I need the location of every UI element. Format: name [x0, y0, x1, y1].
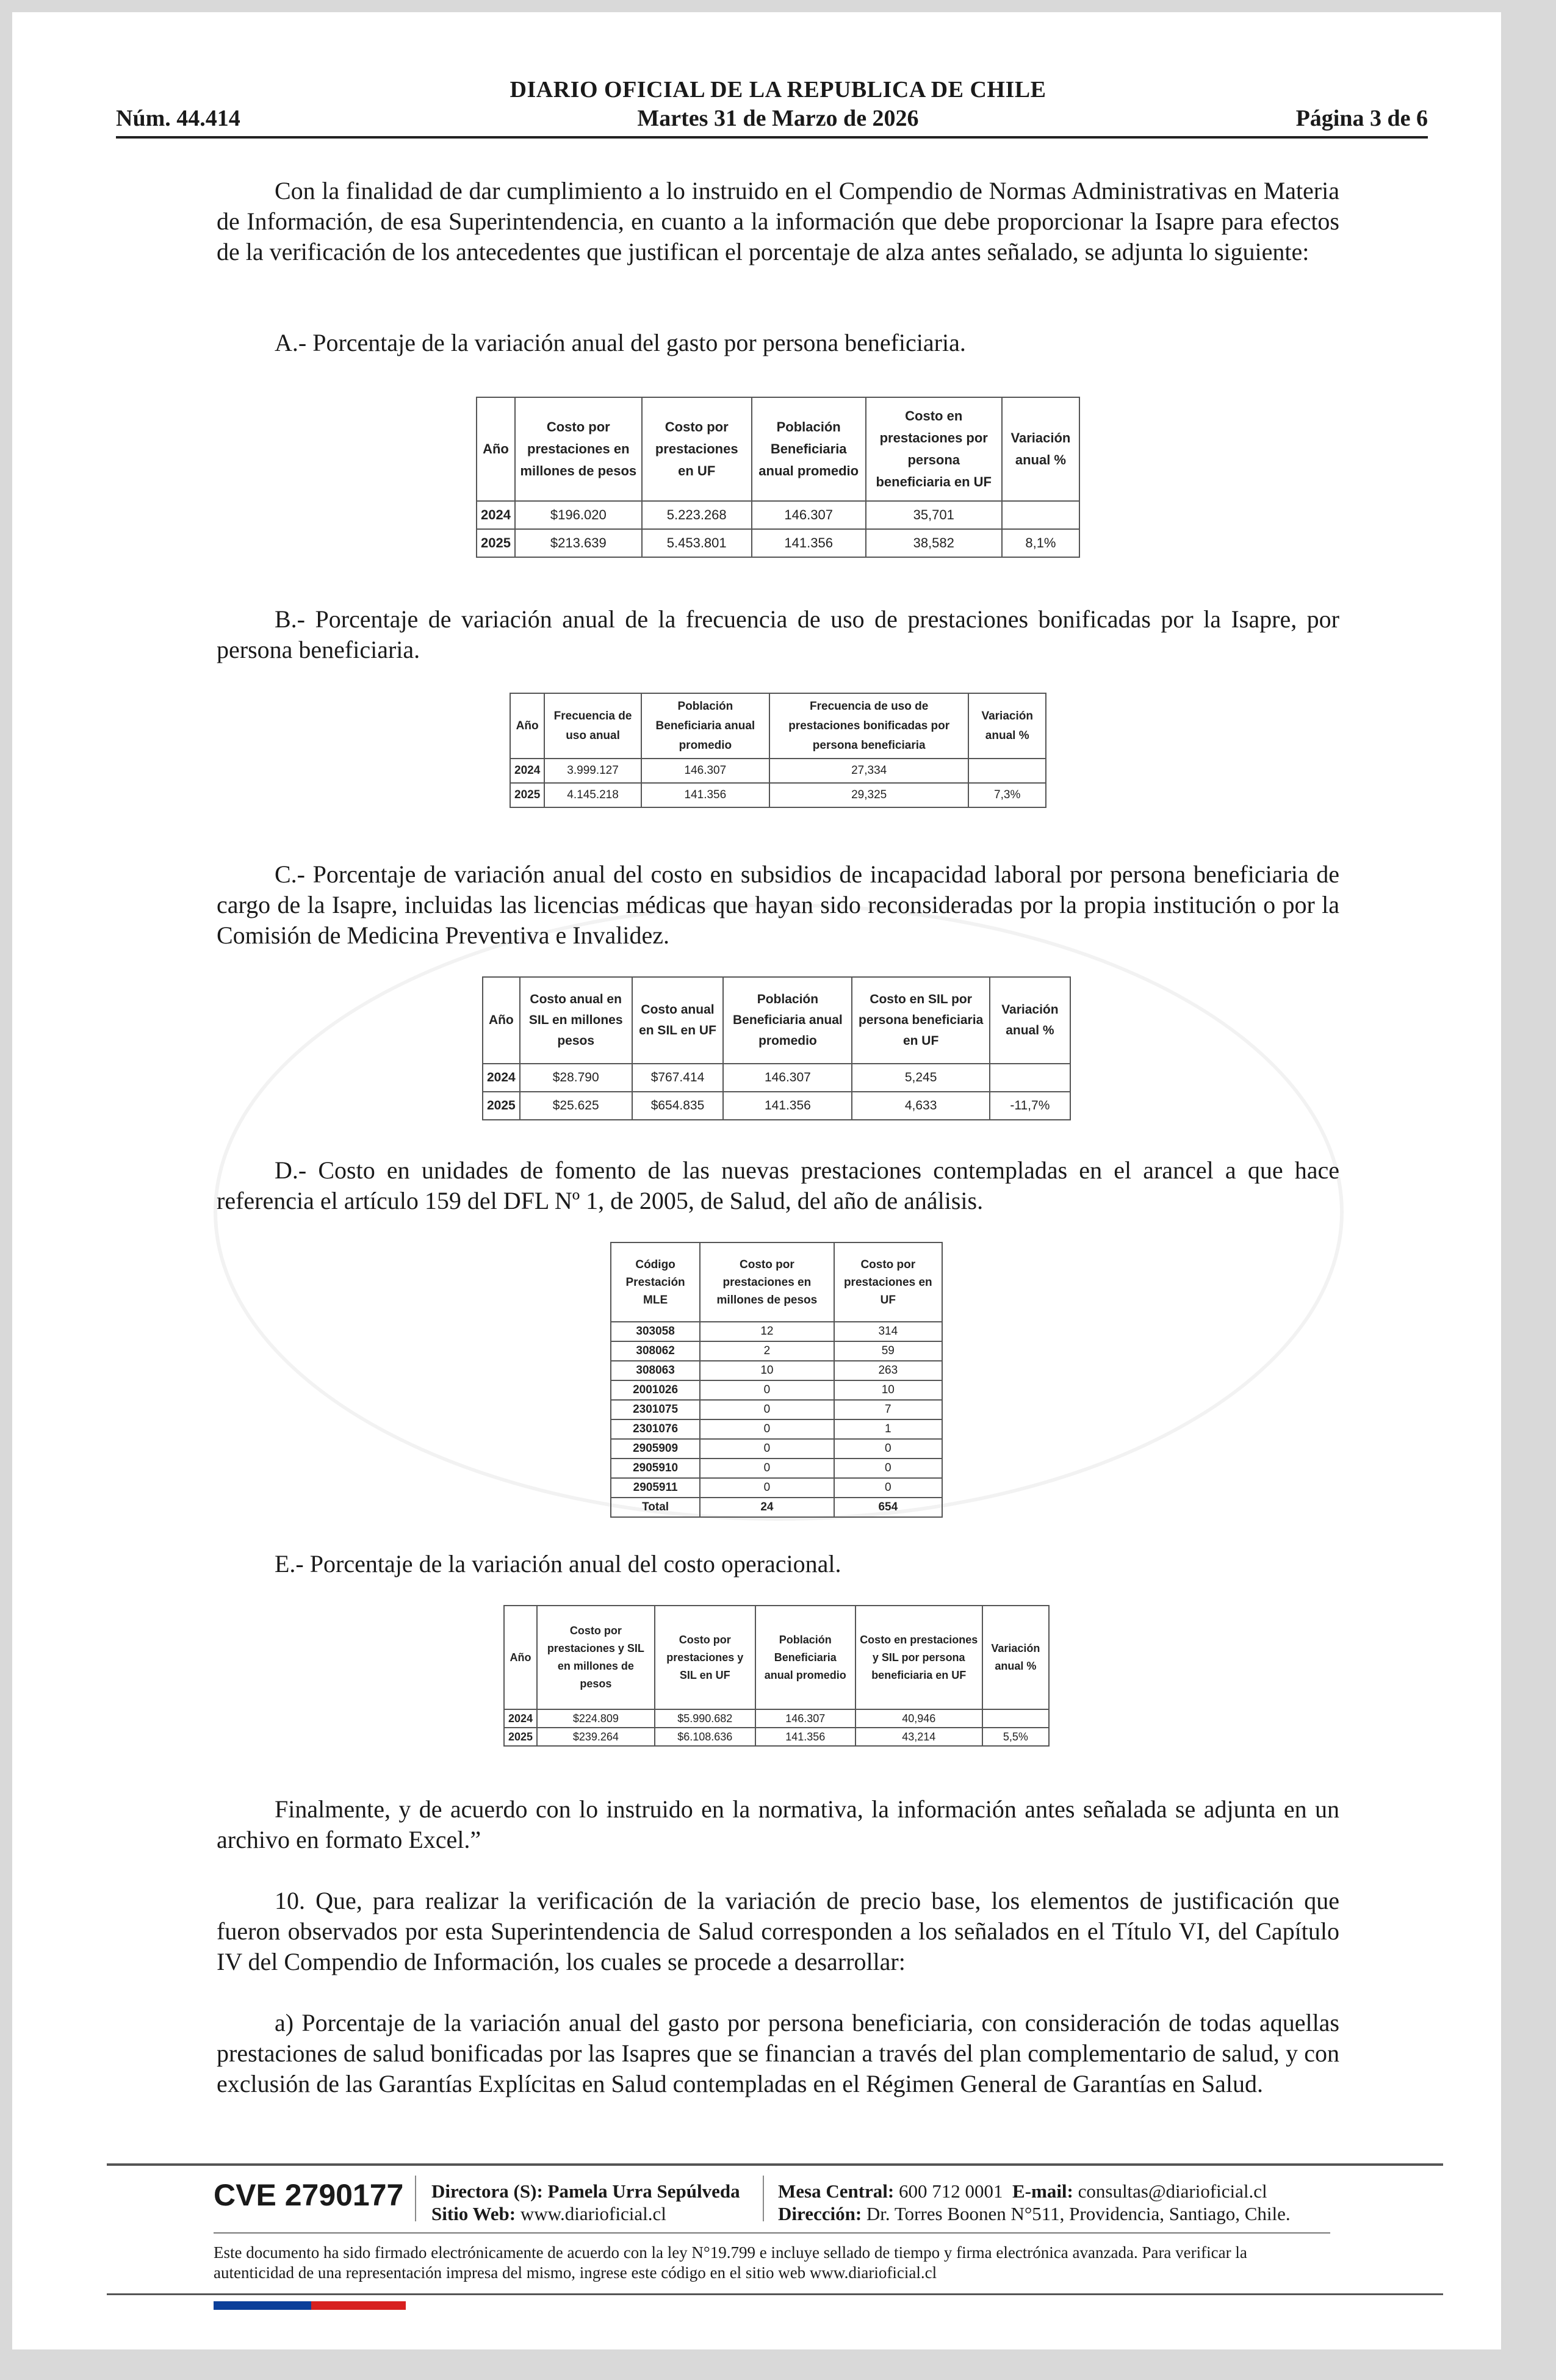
- page-indicator: Página 3 de 6: [1295, 106, 1428, 131]
- column-header: Costo por prestaciones en millones de pesos: [515, 397, 642, 501]
- point-a-paragraph: a) Porcentaje de la variación anual del gasto por persona beneficiaria, con consideración de todas aquellas prestaciones de salud bonificadas por las Isapres que se financian a través del plan complementario de salud, y con exclusión de las Garantías Explícitas en Salud contempladas en el Régimen General de Garantías en Salud.: [217, 2009, 1339, 2097]
- table-cell: 29,325: [769, 783, 969, 807]
- table-cell: 0: [700, 1419, 834, 1439]
- table-row: [477, 529, 1079, 557]
- table-cell: 38,582: [866, 529, 1002, 557]
- footer-separator: [763, 2176, 764, 2221]
- table-cell: 2024: [510, 759, 544, 783]
- table-cell: 146.307: [641, 759, 769, 783]
- table-cell: 2024: [477, 501, 515, 529]
- table-cell: 7,3%: [968, 783, 1046, 807]
- table-cell: 2001026: [611, 1380, 700, 1400]
- table-row: [504, 1709, 1049, 1728]
- table-row: [611, 1459, 942, 1478]
- table-cell: 146.307: [755, 1709, 855, 1728]
- table-a-gasto-por-persona: [476, 397, 1080, 558]
- footer-director-block: Directora (S): Pamela Urra Sepúlveda Sitio Web: www.diarioficial.cl: [431, 2180, 740, 2224]
- table-cell: $28.790: [520, 1064, 632, 1092]
- table-cell: $224.809: [537, 1709, 655, 1728]
- table-cell: 8,1%: [1002, 529, 1079, 557]
- table-cell: 141.356: [723, 1092, 852, 1120]
- table-row: [611, 1341, 942, 1361]
- table-cell: 3.999.127: [544, 759, 641, 783]
- table-cell: 0: [700, 1439, 834, 1459]
- table-cell: 2024: [483, 1064, 520, 1092]
- table-row: [483, 1064, 1070, 1092]
- flag-stripe-blue: [214, 2301, 311, 2310]
- electronic-signature-notice: Este documento ha sido firmado electrónicamente de acuerdo con la ley N°19.799 e incluye sellado de tiempo y firma electrónica avanzada. Para verificar la autenticidad de una representación impresa del mismo, ingrese este código en el sitio web www.diarioficial.cl: [214, 2243, 1247, 2282]
- column-header: Costo por prestaciones en millones de pesos: [700, 1242, 834, 1322]
- table-cell: 24: [700, 1498, 834, 1517]
- table-row: [611, 1400, 942, 1419]
- table-cell: 59: [834, 1341, 942, 1361]
- closing-paragraph: Finalmente, y de acuerdo con lo instruido en la normativa, la información antes señalada se adjunta en un archivo en formato Excel.”: [217, 1795, 1339, 1853]
- table-row: [510, 759, 1046, 783]
- table-cell: 10: [834, 1380, 942, 1400]
- table-cell: 141.356: [641, 783, 769, 807]
- total-row: [611, 1498, 942, 1517]
- table-c-subsidios-incapacidad: [482, 976, 1071, 1120]
- column-header: Costo anual en SIL en UF: [632, 977, 724, 1064]
- table-cell: 0: [834, 1439, 942, 1459]
- column-header: Año: [510, 693, 544, 759]
- column-header: Variación anual %: [968, 693, 1046, 759]
- table-cell: 141.356: [755, 1728, 855, 1746]
- header-divider: [116, 136, 1428, 139]
- table-cell: [1002, 501, 1079, 529]
- table-cell: 0: [700, 1400, 834, 1419]
- table-cell: 314: [834, 1322, 942, 1341]
- column-header: Año: [504, 1606, 537, 1709]
- table-cell: 43,214: [855, 1728, 982, 1746]
- column-header: Costo en SIL por persona beneficiaria en UF: [852, 977, 989, 1064]
- footer-divider-top: [107, 2163, 1443, 2166]
- table-cell: 308063: [611, 1361, 700, 1380]
- footer-separator: [415, 2176, 416, 2221]
- column-header: Costo en prestaciones y SIL por persona beneficiaria en UF: [855, 1606, 982, 1709]
- section-d-heading: D.- Costo en unidades de fomento de las nuevas prestaciones contempladas en el arancel a que hace referencia el artículo 159 del DFL Nº 1, de 2005, de Salud, del año de análisis.: [217, 1156, 1339, 1214]
- table-cell: 0: [834, 1459, 942, 1478]
- column-header: Población Beneficiaria anual promedio: [641, 693, 769, 759]
- table-cell: 2301075: [611, 1400, 700, 1419]
- table-cell: 0: [834, 1478, 942, 1498]
- table-cell: $196.020: [515, 501, 642, 529]
- table-cell: 2025: [483, 1092, 520, 1120]
- table-cell: [982, 1709, 1049, 1728]
- table-b-frecuencia-uso: [510, 693, 1046, 808]
- table-row: [611, 1380, 942, 1400]
- table-cell: [968, 759, 1046, 783]
- column-header: Costo por prestaciones en UF: [834, 1242, 942, 1322]
- table-cell: Total: [611, 1498, 700, 1517]
- table-cell: 2301076: [611, 1419, 700, 1439]
- table-cell: 4,633: [852, 1092, 989, 1120]
- cve-code: CVE 2790177: [214, 2178, 404, 2212]
- table-row: [611, 1322, 942, 1341]
- section-e-heading: E.- Porcentaje de la variación anual del costo operacional.: [275, 1550, 841, 1578]
- column-header: Población Beneficiaria anual promedio: [755, 1606, 855, 1709]
- column-header: Población Beneficiaria anual promedio: [752, 397, 866, 501]
- column-header: Frecuencia de uso anual: [544, 693, 641, 759]
- table-cell: 5.453.801: [642, 529, 752, 557]
- column-header: Costo en prestaciones por persona beneficiaria en UF: [866, 397, 1002, 501]
- table-cell: 2025: [510, 783, 544, 807]
- column-header: Costo por prestaciones y SIL en UF: [655, 1606, 755, 1709]
- table-row: [611, 1478, 942, 1498]
- table-cell: [990, 1064, 1070, 1092]
- table-cell: $213.639: [515, 529, 642, 557]
- table-cell: 27,334: [769, 759, 969, 783]
- table-cell: $5.990.682: [655, 1709, 755, 1728]
- issue-number: Núm. 44.414: [116, 106, 240, 131]
- table-row: [504, 1728, 1049, 1746]
- table-cell: 308062: [611, 1341, 700, 1361]
- table-cell: 0: [700, 1459, 834, 1478]
- table-cell: 263: [834, 1361, 942, 1380]
- table-cell: 146.307: [723, 1064, 852, 1092]
- section-a-heading: A.- Porcentaje de la variación anual del gasto por persona beneficiaria.: [275, 329, 966, 356]
- column-header: Costo por prestaciones en UF: [642, 397, 752, 501]
- flag-stripe-red: [311, 2301, 406, 2310]
- table-cell: $6.108.636: [655, 1728, 755, 1746]
- website-link[interactable]: www.diarioficial.cl: [520, 2203, 666, 2224]
- table-cell: -11,7%: [990, 1092, 1070, 1120]
- table-row: [611, 1361, 942, 1380]
- table-cell: 0: [700, 1478, 834, 1498]
- column-header: Año: [477, 397, 515, 501]
- table-cell: $767.414: [632, 1064, 724, 1092]
- table-cell: 1: [834, 1419, 942, 1439]
- table-cell: 2905909: [611, 1439, 700, 1459]
- table-row: [477, 501, 1079, 529]
- column-header: Población Beneficiaria anual promedio: [723, 977, 852, 1064]
- table-cell: 7: [834, 1400, 942, 1419]
- column-header: Variación anual %: [990, 977, 1070, 1064]
- table-cell: 12: [700, 1322, 834, 1341]
- table-row: [611, 1439, 942, 1459]
- table-cell: 303058: [611, 1322, 700, 1341]
- table-cell: 654: [834, 1498, 942, 1517]
- gazette-title: DIARIO OFICIAL DE LA REPUBLICA DE CHILE: [510, 77, 1046, 103]
- table-cell: 0: [700, 1380, 834, 1400]
- table-cell: 40,946: [855, 1709, 982, 1728]
- table-cell: 2905911: [611, 1478, 700, 1498]
- point-10-paragraph: 10. Que, para realizar la verificación de la variación de precio base, los elementos de justificación que fueron observados por esta Superintendencia de Salud corresponden a los señalados en el Título VI, del Capítulo IV del Compendio de Información, los cuales se procede a desarrollar:: [217, 1887, 1339, 1975]
- issue-date: Martes 31 de Marzo de 2026: [637, 106, 919, 131]
- column-header: Costo por prestaciones y SIL en millones de pesos: [537, 1606, 655, 1709]
- table-cell: 2905910: [611, 1459, 700, 1478]
- table-row: [611, 1419, 942, 1439]
- section-b-heading: B.- Porcentaje de variación anual de la frecuencia de uso de prestaciones bonificadas por la Isapre, por persona beneficiaria.: [217, 605, 1339, 663]
- table-cell: 10: [700, 1361, 834, 1380]
- footer-contact-block: Mesa Central: 600 712 0001 E-mail: consultas@diarioficial.cl Dirección: Dr. Torres Boonen N°511, Providencia, Santiago, Chile.: [778, 2180, 1291, 2224]
- table-cell: 35,701: [866, 501, 1002, 529]
- footer-divider-bottom: [107, 2293, 1443, 2295]
- table-cell: 5,245: [852, 1064, 989, 1092]
- table-cell: 2025: [477, 529, 515, 557]
- table-cell: 2024: [504, 1709, 537, 1728]
- table-cell: 141.356: [752, 529, 866, 557]
- column-header: Año: [483, 977, 520, 1064]
- intro-paragraph: Con la finalidad de dar cumplimiento a lo instruido en el Compendio de Normas Administrativas en Materia de Información, de esa Superintendencia, en cuanto a la información que debe proporcionar la Isapre para efectos de la verificación de los antecedentes que justifican el porcentaje de alza antes señalado, se adjunta lo siguiente:: [217, 177, 1339, 265]
- table-cell: 2: [700, 1341, 834, 1361]
- table-row: [510, 783, 1046, 807]
- footer-divider-middle: [214, 2232, 1330, 2234]
- column-header: Variación anual %: [982, 1606, 1049, 1709]
- column-header: Variación anual %: [1002, 397, 1079, 501]
- table-cell: 2025: [504, 1728, 537, 1746]
- column-header: Código Prestación MLE: [611, 1242, 700, 1322]
- email-link[interactable]: consultas@diarioficial.cl: [1078, 2180, 1267, 2202]
- table-cell: 4.145.218: [544, 783, 641, 807]
- column-header: Frecuencia de uso de prestaciones bonificadas por persona beneficiaria: [769, 693, 969, 759]
- table-cell: $239.264: [537, 1728, 655, 1746]
- table-cell: 146.307: [752, 501, 866, 529]
- table-e-costo-operacional: [503, 1605, 1050, 1747]
- column-header: Costo anual en SIL en millones pesos: [520, 977, 632, 1064]
- table-cell: 5,5%: [982, 1728, 1049, 1746]
- section-c-heading: C.- Porcentaje de variación anual del costo en subsidios de incapacidad laboral por persona beneficiaria de cargo de la Isapre, incluidas las licencias médicas que hayan sido reconsideradas por la propia institución o por la Comisión de Medicina Preventiva e Invalidez.: [217, 860, 1339, 949]
- table-d-nuevas-prestaciones: [610, 1242, 943, 1518]
- table-cell: $654.835: [632, 1092, 724, 1120]
- table-cell: 5.223.268: [642, 501, 752, 529]
- table-cell: $25.625: [520, 1092, 632, 1120]
- table-row: [483, 1092, 1070, 1120]
